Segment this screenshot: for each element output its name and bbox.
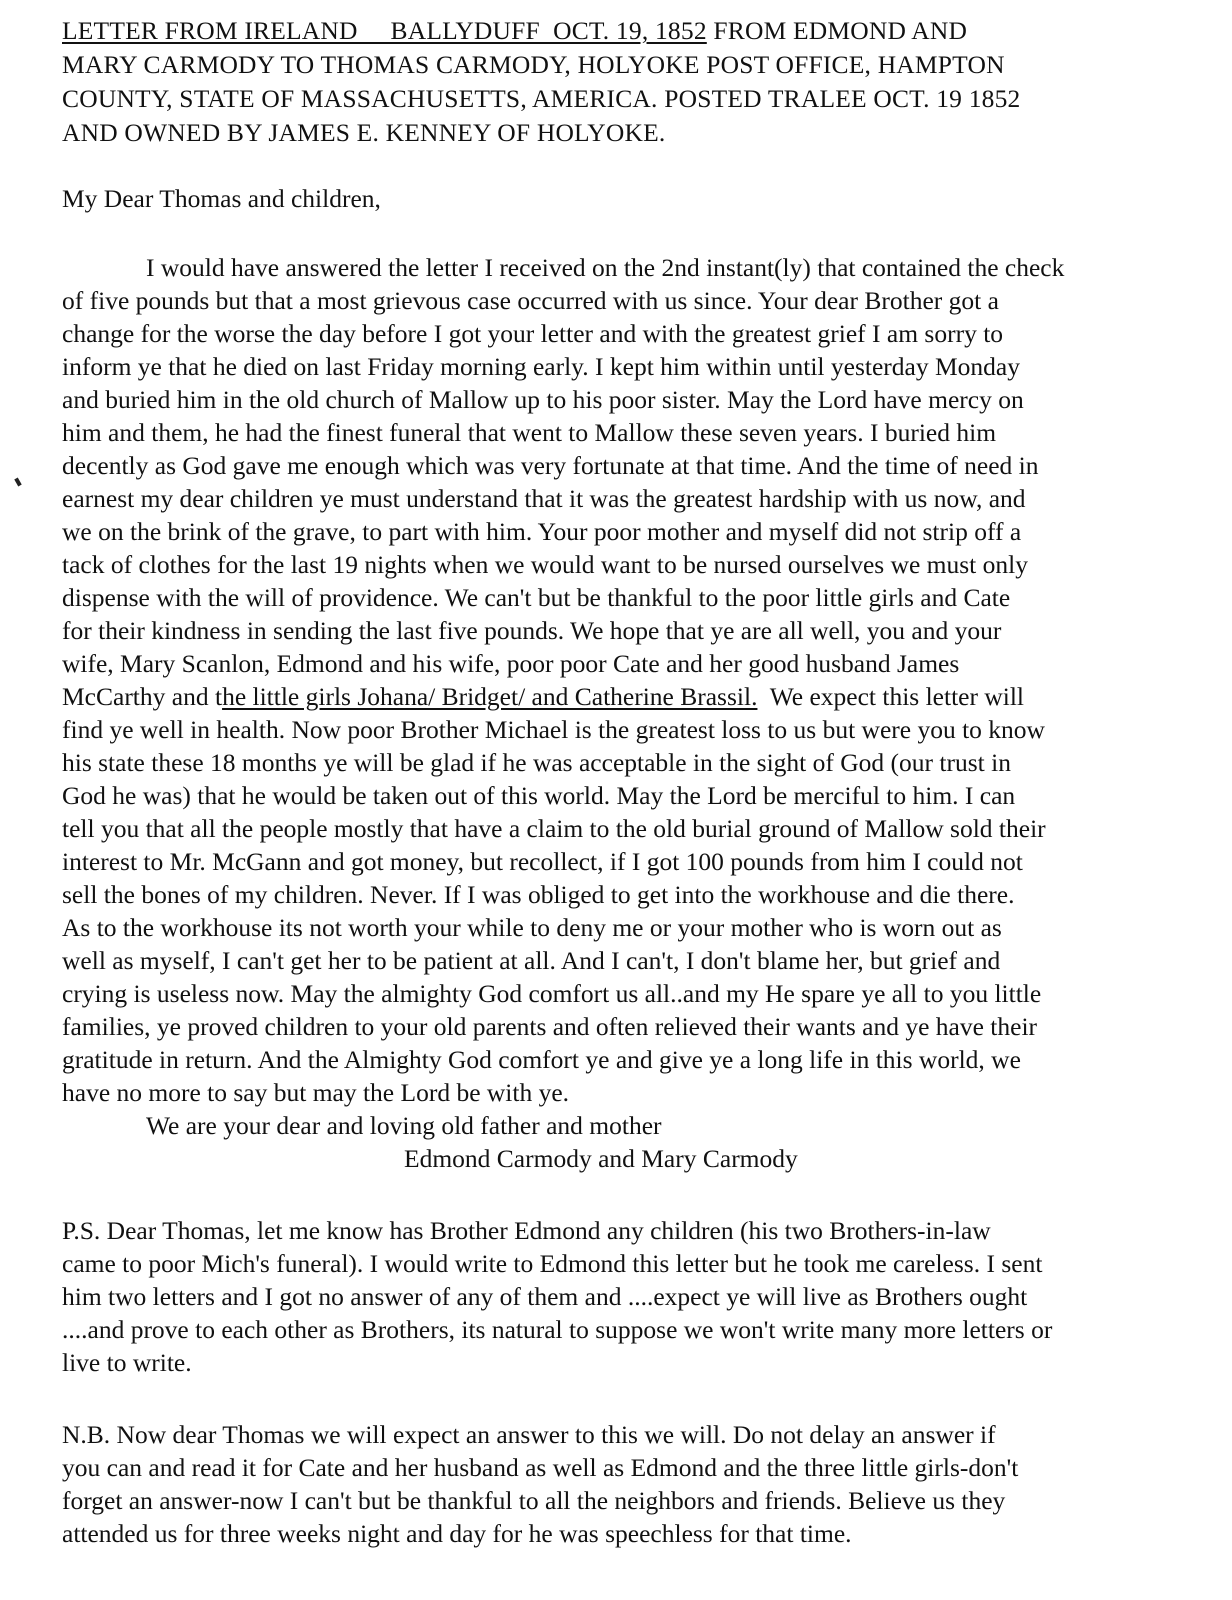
body-line: crying is useless now. May the almighty God comfort us all..and my He spare ye all to you little: [62, 979, 1042, 1008]
ps-line: him two letters and I got no answer of any of them and ....expect ye will live as Brothers ought: [62, 1282, 1028, 1311]
salutation: My Dear Thomas and children,: [62, 184, 381, 213]
body-line: dispense with the will of providence. We can't but be thankful to the poor little girls and Cate: [62, 583, 1011, 612]
body-line: interest to Mr. McGann and got money, but recollect, if I got 100 pounds from him I could not: [62, 847, 1023, 876]
body-line: tack of clothes for the last 19 nights when we would want to be nursed ourselves we must only: [62, 550, 1028, 579]
body-line: his state these 18 months ye will be glad if he was acceptable in the sight of God (our trust in: [62, 748, 1011, 777]
ps-line: live to write.: [62, 1348, 192, 1377]
body-line: well as myself, I can't get her to be patient at all. And I can't, I don't blame her, but grief and: [62, 946, 1001, 975]
body-line: inform ye that he died on last Friday morning early. I kept him within until yesterday Monday: [62, 352, 1020, 381]
margin-mark: [14, 478, 21, 487]
nb-line: you can and read it for Cate and her husband as well as Edmond and the three little girls-don't: [62, 1453, 1019, 1482]
body-line: wife, Mary Scanlon, Edmond and his wife, poor poor Cate and her good husband James: [62, 649, 960, 678]
names-underlined: he little girls Johana/ Bridget/ and Catherine Brassil.: [222, 682, 758, 711]
ps-line: came to poor Mich's funeral). I would write to Edmond this letter but he took me careless. I sent: [62, 1249, 1043, 1278]
header-line-1: [62, 14, 967, 47]
header-title-underlined: LETTER FROM IRELAND BALLYDUFF OCT. 19, 1852: [62, 16, 707, 45]
body-line: him and them, he had the finest funeral that went to Mallow these seven years. I buried him: [62, 418, 997, 447]
closing: We are your dear and loving old father and mother: [146, 1111, 662, 1140]
names-line-end: We expect this letter will: [757, 682, 1025, 711]
ps-line: ....and prove to each other as Brothers, its natural to suppose we won't write many more letters or: [62, 1315, 1053, 1344]
body-line: earnest my dear children ye must understand that it was the greatest hardship with us now, and: [62, 484, 1026, 513]
header-line-3: COUNTY, STATE OF MASSACHUSETTS, AMERICA. POSTED TRALEE OCT. 19 1852: [62, 84, 1021, 113]
signature: Edmond Carmody and Mary Carmody: [404, 1144, 798, 1173]
body-line: for their kindness in sending the last five pounds. We hope that ye are all well, you and your: [62, 616, 1002, 645]
body-line: sell the bones of my children. Never. If I was obliged to get into the workhouse and die there.: [62, 880, 1015, 909]
header-line-1-rest: FROM EDMOND AND: [706, 16, 968, 45]
body-line: change for the worse the day before I got your letter and with the greatest grief I am sorry to: [62, 319, 1004, 348]
nb-line: N.B. Now dear Thomas we will expect an answer to this we will. Do not delay an answer if: [62, 1420, 996, 1449]
body-line: and buried him in the old church of Mallow up to his poor sister. May the Lord have mercy on: [62, 385, 1024, 414]
body-line: I would have answered the letter I received on the 2nd instant(ly) that contained the check: [146, 253, 1065, 282]
body-line: gratitude in return. And the Almighty God comfort ye and give ye a long life in this world, we: [62, 1045, 1021, 1074]
body-line: have no more to say but may the Lord be with ye.: [62, 1078, 570, 1107]
body-line: decently as God gave me enough which was very fortunate at that time. And the time of need in: [62, 451, 1039, 480]
nb-line: attended us for three weeks night and day for he was speechless for that time.: [62, 1519, 852, 1548]
body-line: God he was) that he would be taken out of this world. May the Lord be merciful to him. I can: [62, 781, 1016, 810]
body-line: we on the brink of the grave, to part with him. Your poor mother and myself did not strip off a: [62, 517, 1022, 546]
names-line-start: McCarthy and t: [62, 682, 223, 711]
nb-line: forget an answer-now I can't but be thankful to all the neighbors and friends. Believe us they: [62, 1486, 1006, 1515]
body-line: of five pounds but that a most grievous case occurred with us since. Your dear Brother got a: [62, 286, 999, 315]
header-line-2: MARY CARMODY TO THOMAS CARMODY, HOLYOKE POST OFFICE, HAMPTON: [62, 50, 1005, 79]
body-line: tell you that all the people mostly that have a claim to the old burial ground of Mallow sold their: [62, 814, 1046, 843]
header-line-4: AND OWNED BY JAMES E. KENNEY OF HOLYOKE.: [62, 118, 666, 147]
body-line: families, ye proved children to your old parents and often relieved their wants and ye have their: [62, 1012, 1038, 1041]
body-line: find ye well in health. Now poor Brother Michael is the greatest loss to us but were you to know: [62, 715, 1045, 744]
body-line-names: [62, 680, 1024, 713]
ps-line: P.S. Dear Thomas, let me know has Brother Edmond any children (his two Brothers-in-law: [62, 1216, 991, 1245]
body-line: As to the workhouse its not worth your while to deny me or your mother who is worn out as: [62, 913, 1002, 942]
